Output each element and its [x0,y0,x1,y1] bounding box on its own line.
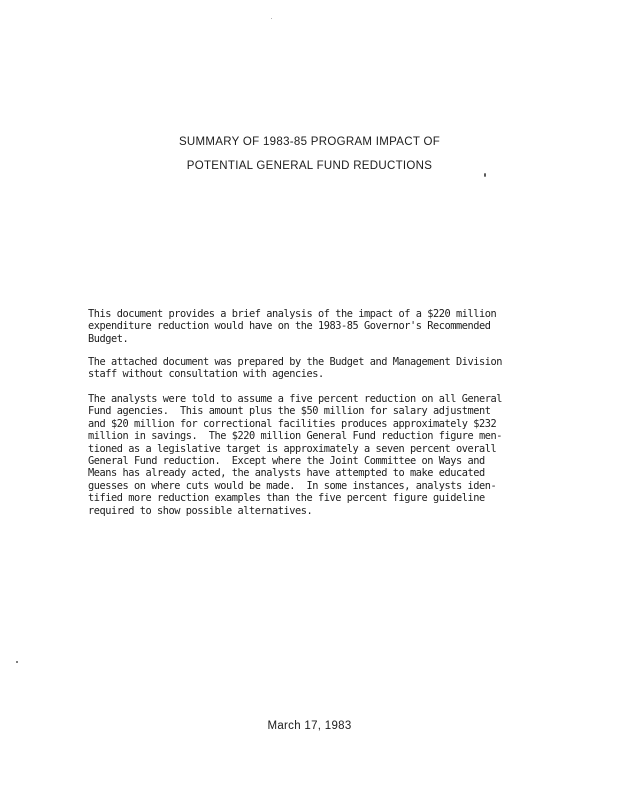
scan-speck-mark [484,173,486,177]
scan-speck-mark [271,18,272,19]
paragraph-methodology: The analysts were told to assume a five percent reduction on all General Fund agencies. This amount plus the $50 million for salary adjustment and $20 million for correctional facilities produces approximately $232 million in savings. The $220 million General Fund reduction figure men- tioned as a legislative target is approximately a seven percent overall General Fund reduction. Except where the Joint Committee on Ways and Means has already acted, the analysts have attempted to make educated guesses on where cuts would be made. In some instances, analysts iden- tified more reduction examples than the five percent figure guideline required to show possible alternatives. [88,393,502,517]
paragraph-preparation: The attached document was prepared by the Budget and Management Division staff without consultation with agencies. [88,356,502,381]
paragraph-purpose: This document provides a brief analysis of the impact of a $220 million expenditure reduction would have on the 1983-85 Governor's Recommended Budget. [88,308,497,345]
document-title-line-2: POTENTIAL GENERAL FUND REDUCTIONS [186,160,433,172]
document-title-line-1: SUMMARY OF 1983-85 PROGRAM IMPACT OF [178,136,441,148]
scan-speck-mark [16,661,18,663]
document-date: March 17, 1983 [267,720,352,732]
